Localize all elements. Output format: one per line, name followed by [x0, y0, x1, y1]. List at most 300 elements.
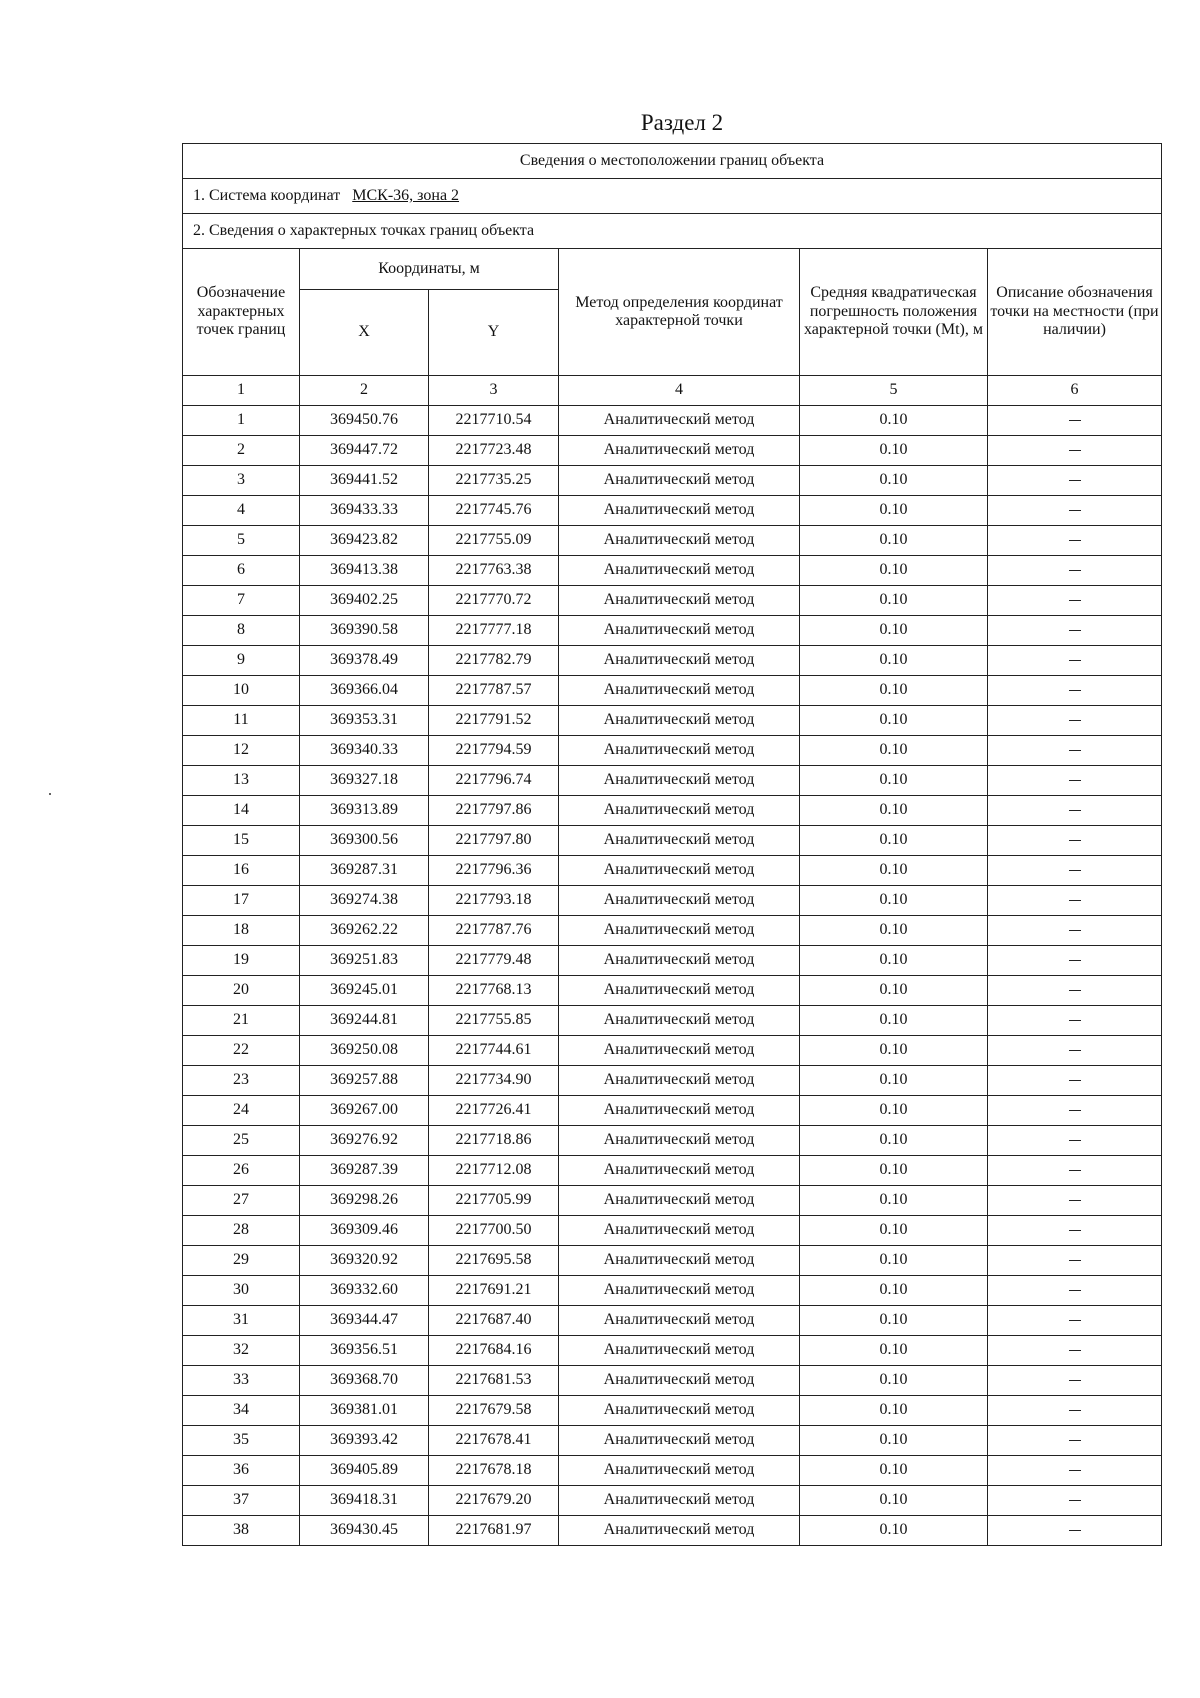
- table-row: [183, 1366, 1162, 1396]
- mt-cell: 0.10: [800, 676, 988, 706]
- description-cell: [988, 1396, 1162, 1426]
- table-row: [183, 1006, 1162, 1036]
- y-coordinate-cell: 2217794.59: [429, 736, 559, 766]
- point-number-cell: 35: [183, 1426, 300, 1456]
- y-coordinate-cell: 2217763.38: [429, 556, 559, 586]
- point-number-cell: 11: [183, 706, 300, 736]
- header-coordinates: Координаты, м: [300, 249, 559, 290]
- mt-cell: 0.10: [800, 556, 988, 586]
- dash-mark: [1069, 690, 1081, 691]
- dash-mark: [1069, 420, 1081, 421]
- method-cell: Аналитический метод: [559, 436, 800, 466]
- x-coordinate-cell: 369393.42: [300, 1426, 429, 1456]
- coord-system-value: МСК-36, зона 2: [352, 186, 460, 204]
- mt-cell: 0.10: [800, 526, 988, 556]
- method-cell: Аналитический метод: [559, 886, 800, 916]
- table-row: [183, 1306, 1162, 1336]
- method-cell: Аналитический метод: [559, 1336, 800, 1366]
- x-coordinate-cell: 369447.72: [300, 436, 429, 466]
- point-number-cell: 37: [183, 1486, 300, 1516]
- y-coordinate-cell: 2217700.50: [429, 1216, 559, 1246]
- table-row: [183, 646, 1162, 676]
- description-cell: [988, 496, 1162, 526]
- table-row: [183, 1486, 1162, 1516]
- section-title: Раздел 2: [640, 110, 724, 135]
- table-row: [183, 1396, 1162, 1426]
- x-coordinate-cell: 369267.00: [300, 1096, 429, 1126]
- x-coordinate-cell: 369332.60: [300, 1276, 429, 1306]
- method-cell: Аналитический метод: [559, 1516, 800, 1546]
- x-coordinate-cell: 369441.52: [300, 466, 429, 496]
- point-number-cell: 19: [183, 946, 300, 976]
- mt-cell: 0.10: [800, 1126, 988, 1156]
- y-coordinate-cell: 2217681.53: [429, 1366, 559, 1396]
- method-cell: Аналитический метод: [559, 1036, 800, 1066]
- method-cell: Аналитический метод: [559, 1246, 800, 1276]
- points-heading: 2. Сведения о характерных точках границ объекта: [183, 214, 1162, 249]
- header-description: Описание обозначения точки на местности (при наличии): [988, 249, 1162, 376]
- description-cell: [988, 1516, 1162, 1546]
- mt-cell: 0.10: [800, 466, 988, 496]
- mt-cell: 0.10: [800, 796, 988, 826]
- x-coordinate-cell: 369298.26: [300, 1186, 429, 1216]
- dash-mark: [1069, 1080, 1081, 1081]
- point-number-cell: 24: [183, 1096, 300, 1126]
- mt-cell: 0.10: [800, 766, 988, 796]
- x-coordinate-cell: 369356.51: [300, 1336, 429, 1366]
- point-number-cell: 13: [183, 766, 300, 796]
- y-coordinate-cell: 2217678.41: [429, 1426, 559, 1456]
- column-number: 2: [300, 376, 429, 406]
- description-cell: [988, 1306, 1162, 1336]
- mt-cell: 0.10: [800, 1156, 988, 1186]
- point-number-cell: 28: [183, 1216, 300, 1246]
- y-coordinate-cell: 2217787.76: [429, 916, 559, 946]
- mt-cell: 0.10: [800, 946, 988, 976]
- x-coordinate-cell: 369320.92: [300, 1246, 429, 1276]
- point-number-cell: 12: [183, 736, 300, 766]
- y-coordinate-cell: 2217679.58: [429, 1396, 559, 1426]
- table-row: [183, 1096, 1162, 1126]
- description-cell: [988, 1246, 1162, 1276]
- mt-cell: 0.10: [800, 916, 988, 946]
- mt-cell: 0.10: [800, 406, 988, 436]
- header-mt: Средняя квадратическая погрешность положения характерной точки (Mt), м: [800, 249, 988, 376]
- method-cell: Аналитический метод: [559, 1426, 800, 1456]
- method-cell: Аналитический метод: [559, 796, 800, 826]
- x-coordinate-cell: 369381.01: [300, 1396, 429, 1426]
- table-row: [183, 496, 1162, 526]
- dash-mark: [1069, 1170, 1081, 1171]
- x-coordinate-cell: 369313.89: [300, 796, 429, 826]
- y-coordinate-cell: 2217678.18: [429, 1456, 559, 1486]
- mt-cell: 0.10: [800, 1426, 988, 1456]
- column-number: 3: [429, 376, 559, 406]
- description-cell: [988, 976, 1162, 1006]
- y-coordinate-cell: 2217705.99: [429, 1186, 559, 1216]
- y-coordinate-cell: 2217791.52: [429, 706, 559, 736]
- x-coordinate-cell: 369368.70: [300, 1366, 429, 1396]
- mt-cell: 0.10: [800, 1186, 988, 1216]
- x-coordinate-cell: 369433.33: [300, 496, 429, 526]
- y-coordinate-cell: 2217684.16: [429, 1336, 559, 1366]
- y-coordinate-cell: 2217681.97: [429, 1516, 559, 1546]
- description-cell: [988, 1336, 1162, 1366]
- description-cell: [988, 736, 1162, 766]
- point-number-cell: 34: [183, 1396, 300, 1426]
- point-number-cell: 5: [183, 526, 300, 556]
- mt-cell: 0.10: [800, 1006, 988, 1036]
- description-cell: [988, 406, 1162, 436]
- dash-mark: [1069, 480, 1081, 481]
- dash-mark: [1069, 1110, 1081, 1111]
- y-coordinate-cell: 2217782.79: [429, 646, 559, 676]
- column-number: 4: [559, 376, 800, 406]
- x-coordinate-cell: 369405.89: [300, 1456, 429, 1486]
- description-cell: [988, 646, 1162, 676]
- point-number-cell: 10: [183, 676, 300, 706]
- table-row: [183, 1126, 1162, 1156]
- mt-cell: 0.10: [800, 1516, 988, 1546]
- point-number-cell: 1: [183, 406, 300, 436]
- point-number-cell: 22: [183, 1036, 300, 1066]
- method-cell: Аналитический метод: [559, 1306, 800, 1336]
- point-number-cell: 16: [183, 856, 300, 886]
- dash-mark: [1069, 780, 1081, 781]
- point-number-cell: 23: [183, 1066, 300, 1096]
- point-number-cell: 3: [183, 466, 300, 496]
- x-coordinate-cell: 369327.18: [300, 766, 429, 796]
- y-coordinate-cell: 2217687.40: [429, 1306, 559, 1336]
- description-cell: [988, 436, 1162, 466]
- method-cell: Аналитический метод: [559, 556, 800, 586]
- x-coordinate-cell: 369300.56: [300, 826, 429, 856]
- table-row: [183, 1156, 1162, 1186]
- dash-mark: [1069, 1290, 1081, 1291]
- table-row: [183, 466, 1162, 496]
- mt-cell: 0.10: [800, 1336, 988, 1366]
- method-cell: Аналитический метод: [559, 916, 800, 946]
- x-coordinate-cell: 369390.58: [300, 616, 429, 646]
- description-cell: [988, 676, 1162, 706]
- table-row: [183, 1516, 1162, 1546]
- description-cell: [988, 1036, 1162, 1066]
- table-row: [183, 1186, 1162, 1216]
- point-number-cell: 4: [183, 496, 300, 526]
- description-cell: [988, 706, 1162, 736]
- description-cell: [988, 1216, 1162, 1246]
- dash-mark: [1069, 1260, 1081, 1261]
- method-cell: Аналитический метод: [559, 1486, 800, 1516]
- y-coordinate-cell: 2217755.09: [429, 526, 559, 556]
- dash-mark: [1069, 1530, 1081, 1531]
- method-cell: Аналитический метод: [559, 1456, 800, 1486]
- method-cell: Аналитический метод: [559, 1186, 800, 1216]
- table-row: [183, 736, 1162, 766]
- dash-mark: [1069, 510, 1081, 511]
- point-number-cell: 29: [183, 1246, 300, 1276]
- y-coordinate-cell: 2217787.57: [429, 676, 559, 706]
- table-row: [183, 826, 1162, 856]
- dash-mark: [1069, 630, 1081, 631]
- y-coordinate-cell: 2217734.90: [429, 1066, 559, 1096]
- header-method: Метод определения координат характерной точки: [559, 249, 800, 376]
- method-cell: Аналитический метод: [559, 1276, 800, 1306]
- description-cell: [988, 1126, 1162, 1156]
- dash-mark: [1069, 1350, 1081, 1351]
- x-coordinate-cell: 369378.49: [300, 646, 429, 676]
- method-cell: Аналитический метод: [559, 496, 800, 526]
- table-row: [183, 526, 1162, 556]
- mt-cell: 0.10: [800, 736, 988, 766]
- description-cell: [988, 1426, 1162, 1456]
- mt-cell: 0.10: [800, 1216, 988, 1246]
- x-coordinate-cell: 369353.31: [300, 706, 429, 736]
- method-cell: Аналитический метод: [559, 766, 800, 796]
- mt-cell: 0.10: [800, 706, 988, 736]
- table-row: [183, 676, 1162, 706]
- x-coordinate-cell: 369250.08: [300, 1036, 429, 1066]
- x-coordinate-cell: 369340.33: [300, 736, 429, 766]
- y-coordinate-cell: 2217793.18: [429, 886, 559, 916]
- method-cell: Аналитический метод: [559, 1066, 800, 1096]
- x-coordinate-cell: 369274.38: [300, 886, 429, 916]
- header-x: X: [300, 290, 429, 376]
- table-row: [183, 856, 1162, 886]
- point-number-cell: 21: [183, 1006, 300, 1036]
- x-coordinate-cell: 369344.47: [300, 1306, 429, 1336]
- column-number: 1: [183, 376, 300, 406]
- dash-mark: [1069, 540, 1081, 541]
- description-cell: [988, 586, 1162, 616]
- mt-cell: 0.10: [800, 1366, 988, 1396]
- dash-mark: [1069, 1380, 1081, 1381]
- dash-mark: [1069, 990, 1081, 991]
- table-body: [183, 406, 1162, 1546]
- y-coordinate-cell: 2217755.85: [429, 1006, 559, 1036]
- dash-mark: [1069, 1320, 1081, 1321]
- x-coordinate-cell: 369366.04: [300, 676, 429, 706]
- dash-mark: [1069, 660, 1081, 661]
- point-number-cell: 27: [183, 1186, 300, 1216]
- description-cell: [988, 556, 1162, 586]
- y-coordinate-cell: 2217768.13: [429, 976, 559, 1006]
- point-number-cell: 18: [183, 916, 300, 946]
- y-coordinate-cell: 2217770.72: [429, 586, 559, 616]
- mt-cell: 0.10: [800, 1396, 988, 1426]
- description-cell: [988, 1366, 1162, 1396]
- dash-mark: [1069, 750, 1081, 751]
- x-coordinate-cell: 369430.45: [300, 1516, 429, 1546]
- description-cell: [988, 1006, 1162, 1036]
- dash-mark: [1069, 720, 1081, 721]
- method-cell: Аналитический метод: [559, 1156, 800, 1186]
- point-number-cell: 15: [183, 826, 300, 856]
- description-cell: [988, 766, 1162, 796]
- column-number: 6: [988, 376, 1162, 406]
- dash-mark: [1069, 840, 1081, 841]
- description-cell: [988, 1186, 1162, 1216]
- mt-cell: 0.10: [800, 436, 988, 466]
- method-cell: Аналитический метод: [559, 856, 800, 886]
- y-coordinate-cell: 2217796.36: [429, 856, 559, 886]
- mt-cell: 0.10: [800, 586, 988, 616]
- dash-mark: [1069, 1050, 1081, 1051]
- method-cell: Аналитический метод: [559, 616, 800, 646]
- method-cell: Аналитический метод: [559, 676, 800, 706]
- method-cell: Аналитический метод: [559, 586, 800, 616]
- table-row: [183, 1246, 1162, 1276]
- table-row: [183, 1456, 1162, 1486]
- table-row: [183, 766, 1162, 796]
- description-cell: [988, 1456, 1162, 1486]
- mt-cell: 0.10: [800, 616, 988, 646]
- x-coordinate-cell: 369450.76: [300, 406, 429, 436]
- description-cell: [988, 1486, 1162, 1516]
- mt-cell: 0.10: [800, 826, 988, 856]
- header-y: Y: [429, 290, 559, 376]
- column-number-row: [183, 376, 1162, 406]
- method-cell: Аналитический метод: [559, 526, 800, 556]
- description-cell: [988, 856, 1162, 886]
- dash-mark: [1069, 870, 1081, 871]
- dash-mark: [1069, 1440, 1081, 1441]
- table-row: [183, 436, 1162, 466]
- table-row: [183, 586, 1162, 616]
- table-row: [183, 1036, 1162, 1066]
- point-number-cell: 31: [183, 1306, 300, 1336]
- column-number: 5: [800, 376, 988, 406]
- point-number-cell: 38: [183, 1516, 300, 1546]
- table-row: [183, 1336, 1162, 1366]
- description-cell: [988, 1096, 1162, 1126]
- table-row: [183, 946, 1162, 976]
- method-cell: Аналитический метод: [559, 1216, 800, 1246]
- x-coordinate-cell: 369309.46: [300, 1216, 429, 1246]
- x-coordinate-cell: 369423.82: [300, 526, 429, 556]
- mt-cell: 0.10: [800, 856, 988, 886]
- mt-cell: 0.10: [800, 1276, 988, 1306]
- dash-mark: [1069, 1230, 1081, 1231]
- point-number-cell: 33: [183, 1366, 300, 1396]
- description-cell: [988, 1276, 1162, 1306]
- point-number-cell: 30: [183, 1276, 300, 1306]
- coord-system-row: [183, 179, 1162, 214]
- mt-cell: 0.10: [800, 1036, 988, 1066]
- y-coordinate-cell: 2217726.41: [429, 1096, 559, 1126]
- y-coordinate-cell: 2217723.48: [429, 436, 559, 466]
- point-number-cell: 7: [183, 586, 300, 616]
- y-coordinate-cell: 2217796.74: [429, 766, 559, 796]
- x-coordinate-cell: 369413.38: [300, 556, 429, 586]
- mt-cell: 0.10: [800, 1456, 988, 1486]
- dash-mark: [1069, 900, 1081, 901]
- method-cell: Аналитический метод: [559, 1396, 800, 1426]
- method-cell: Аналитический метод: [559, 706, 800, 736]
- table-row: [183, 1426, 1162, 1456]
- dash-mark: [1069, 1020, 1081, 1021]
- table-heading: Сведения о местоположении границ объекта: [183, 144, 1162, 179]
- point-number-cell: 8: [183, 616, 300, 646]
- mt-cell: 0.10: [800, 1246, 988, 1276]
- description-cell: [988, 826, 1162, 856]
- method-cell: Аналитический метод: [559, 1096, 800, 1126]
- table-row: [183, 556, 1162, 586]
- y-coordinate-cell: 2217695.58: [429, 1246, 559, 1276]
- x-coordinate-cell: 369251.83: [300, 946, 429, 976]
- method-cell: Аналитический метод: [559, 946, 800, 976]
- dash-mark: [1069, 1140, 1081, 1141]
- method-cell: Аналитический метод: [559, 646, 800, 676]
- point-number-cell: 32: [183, 1336, 300, 1366]
- table-row: [183, 976, 1162, 1006]
- x-coordinate-cell: 369287.39: [300, 1156, 429, 1186]
- method-cell: Аналитический метод: [559, 466, 800, 496]
- method-cell: Аналитический метод: [559, 406, 800, 436]
- x-coordinate-cell: 369287.31: [300, 856, 429, 886]
- table-row: [183, 1276, 1162, 1306]
- table-row: [183, 886, 1162, 916]
- dash-mark: [1069, 810, 1081, 811]
- mt-cell: 0.10: [800, 1486, 988, 1516]
- description-cell: [988, 1066, 1162, 1096]
- table-row: [183, 916, 1162, 946]
- mt-cell: 0.10: [800, 1096, 988, 1126]
- point-number-cell: 17: [183, 886, 300, 916]
- y-coordinate-cell: 2217797.86: [429, 796, 559, 826]
- coord-system-label: 1. Система координат: [193, 186, 341, 204]
- point-number-cell: 20: [183, 976, 300, 1006]
- dash-mark: [1069, 450, 1081, 451]
- dash-mark: [1069, 600, 1081, 601]
- point-number-cell: 26: [183, 1156, 300, 1186]
- mt-cell: 0.10: [800, 1306, 988, 1336]
- dash-mark: [1069, 1470, 1081, 1471]
- x-coordinate-cell: 369402.25: [300, 586, 429, 616]
- mt-cell: 0.10: [800, 496, 988, 526]
- y-coordinate-cell: 2217779.48: [429, 946, 559, 976]
- y-coordinate-cell: 2217797.80: [429, 826, 559, 856]
- method-cell: Аналитический метод: [559, 1366, 800, 1396]
- dash-mark: [1069, 930, 1081, 931]
- x-coordinate-cell: 369245.01: [300, 976, 429, 1006]
- x-coordinate-cell: 369276.92: [300, 1126, 429, 1156]
- y-coordinate-cell: 2217710.54: [429, 406, 559, 436]
- point-number-cell: 36: [183, 1456, 300, 1486]
- y-coordinate-cell: 2217745.76: [429, 496, 559, 526]
- x-coordinate-cell: 369257.88: [300, 1066, 429, 1096]
- y-coordinate-cell: 2217777.18: [429, 616, 559, 646]
- description-cell: [988, 886, 1162, 916]
- y-coordinate-cell: 2217735.25: [429, 466, 559, 496]
- table-row: [183, 616, 1162, 646]
- description-cell: [988, 466, 1162, 496]
- dash-mark: [1069, 1410, 1081, 1411]
- y-coordinate-cell: 2217744.61: [429, 1036, 559, 1066]
- dash-mark: [1069, 1500, 1081, 1501]
- method-cell: Аналитический метод: [559, 826, 800, 856]
- point-number-cell: 14: [183, 796, 300, 826]
- point-number-cell: 9: [183, 646, 300, 676]
- dash-mark: [1069, 960, 1081, 961]
- x-coordinate-cell: 369244.81: [300, 1006, 429, 1036]
- description-cell: [988, 1156, 1162, 1186]
- table-row: [183, 1216, 1162, 1246]
- dash-mark: [1069, 1200, 1081, 1201]
- method-cell: Аналитический метод: [559, 976, 800, 1006]
- description-cell: [988, 946, 1162, 976]
- point-number-cell: 25: [183, 1126, 300, 1156]
